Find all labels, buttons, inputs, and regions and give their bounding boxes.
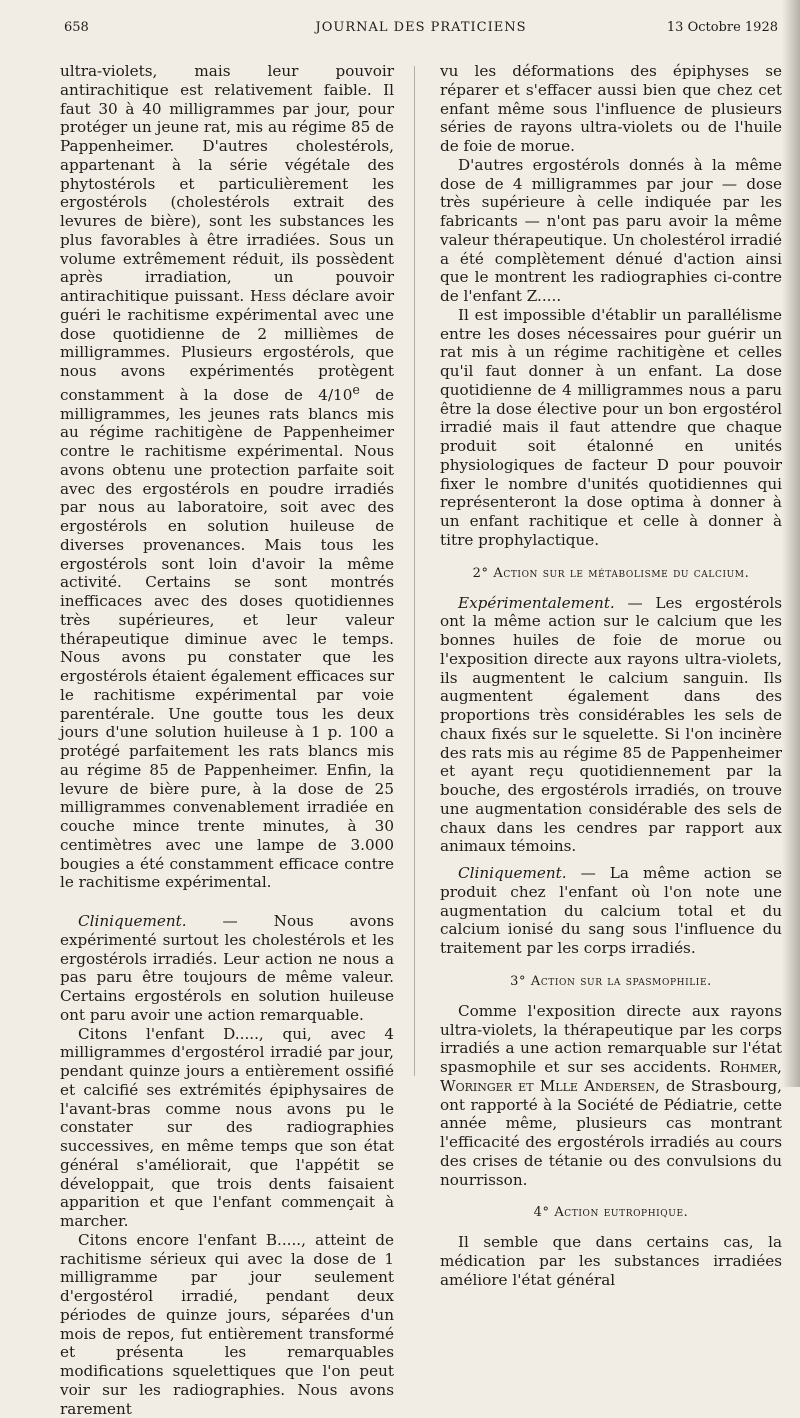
lead-in: Cliniquement. [458, 864, 567, 882]
section-heading-calcium: 2° Action sur le métabolisme du calcium. [472, 565, 750, 581]
section-heading-spasmophilia: 3° Action sur la spasmophilie. [510, 973, 712, 989]
binding-shadow [782, 0, 800, 1087]
journal-title: JOURNAL DES PRATICIENS [315, 20, 527, 35]
paragraph-continued: ultra-violets, mais leur pouvoir antirachitique est relativement faible. Il faut 30 à 40 milligrammes par jour, pour protéger un jeune rat, mis au régime 85 de Pappenheimer. D'autres cholestérols, appartenant à la série végétale des phytostérols et particulièrement les ergostérols (cholestérols extrait des levures de bière), sont les substances les plus favorables à être irradiées. Sous un volume extrêmement réduit, ils possèdent après irradiation, un pouvoir antirachitique puissant. Hess déclare avoir guéri le rachitisme expérimental avec une dose quotidienne de 2 millièmes de milligrammes. Plusieurs ergostérols, que nous avons expérimentés protègent constamment à la dose de 4/10e de milligrammes, les jeunes rats blancs mis au régime rachitigène de Pappenheimer contre le rachitisme expérimental. Nous avons obtenu une protection parfaite soit avec des ergostérols en poudre irradiés par nous au laboratoire, soit avec des ergostérols en solution huileuse de diverses provenances. Mais tous les ergostérols sont loin d'avoir la même activité. Certains se sont montrés inefficaces avec des doses quotidiennes très supérieures, et leur valeur thérapeutique diminue avec le temps. Nous avons pu constater que les ergostérols étaient également efficaces sur le rachitisme expérimental par voie parentérale. Une goutte tous les deux jours d'une solution huileuse à 1 p. 100 a protégé parfaitement les rats blancs mis au régime 85 de Pappenheimer. Enfin, la levure de bière pure, à la dose de 25 milligrammes convenablement irradiée en couche mince trente minutes, à 30 centimètres avec une lampe de 3.000 bougies a été constamment efficace contre le rachitisme expérimental. [60, 62, 394, 892]
paragraph-spasmophilia: Comme l'exposition directe aux rayons ultra-violets, la thérapeutique par les corps irradiés a une action remarquable sur l'état spasmophile et sur ses accidents. Rohmer, Woringer et Mlle Andersen, de Strasbourg, ont rapporté à la Société de Pédiatrie, cette année même, plusieurs cas montrant l'efficacité des ergostérols irradiés au cours des crises de tétanie ou des convulsions du nourrisson. [440, 1001, 782, 1189]
paragraph-case-b: Citons encore l'enfant B....., atteint de rachitisme sérieux qui avec la dose de 1 milligramme par jour seulement d'ergostérol irradié, pendant deux périodes de quinze jours, séparées d'un mois de repos, fut entièrement transformé et présenta les remarquables modifications squelettiques que l'on peut voir sur les radiographies. Nous avons rarement [60, 1230, 394, 1418]
paragraph-eutrophic: Il semble que dans certains cas, la médication par les substances irradiées améliore l'état général [440, 1233, 782, 1289]
paragraph-continued: vu les déformations des épiphyses se réparer et s'effacer aussi bien que chez cet enfant même sous l'influence de plusieurs séries de rayons ultra-violets ou de l'huile de foie de morue. [440, 62, 782, 155]
paragraph-experimentally: Expérimentalement. — Les ergostérols ont la même action sur le calcium que les bonnes huiles de foie de morue ou l'exposition directe aux rayons ultra-violets, ils augmentent le calcium sanguin. Ils augmentent également dans des proportions très considérables les sels de chaux fixés sur le squelette. Si l'on incinère des rats mis au régime 85 de Pappenheimer et ayant reçu quotidiennement par la bouche, des ergostérols irradiés, on trouve une augmentation considérable des sels de chaux dans les cendres par rapport aux animaux témoins. [440, 593, 783, 856]
author-names: Rohmer, Woringer et Mlle Andersen, [440, 1058, 782, 1095]
paragraph-clinically: Cliniquement. — Nous avons expérimenté surtout les cholestérols et les ergostérols irradiés. Leur action ne nous a pas paru être toujours de même valeur. Certains ergostérols en solution huileuse ont paru avoir une action remarquable. [60, 912, 394, 1024]
column-divider [414, 66, 415, 1076]
right-column [440, 62, 782, 1290]
paragraph-parallelism: Il est impossible d'établir un parallélisme entre les doses nécessaires pour guérir un rat mis à un régime rachitigène et celles qu'il faut donner à un enfant. La dose quotidienne de 4 milligrammes nous a paru être la dose élective pour un bon ergostérol irradié mais il faut attendre que chaque produit soit étalonné en unités physiologiques de facteur D pour pouvoir fixer le nombre d'unités quotidiennes qui représenteront la dose optima à donner à un enfant rachitique et celle à donner à titre prophylactique. [440, 305, 782, 549]
section-heading-eutrophic: 4° Action eutrophique. [533, 1205, 689, 1221]
left-column [60, 62, 394, 1418]
running-header [64, 20, 778, 42]
paragraph-other-ergosterols: D'autres ergostérols donnés à la même dose de 4 milligrammes par jour — dose très supérieure à celle indiquée par les fabricants — n'ont pas paru avoir la même valeur thérapeutique. Un cholestérol irradié a été complètement dénué d'action ainsi que le montrent les radiographies ci-contre de l'enfant Z..... [440, 155, 782, 305]
paragraph-clinically: Cliniquement. — La même action se produit chez l'enfant où l'on note une augmentation du calcium total et du calcium ionisé du sang sous l'influence du traitement par les corps irradiés. [440, 864, 782, 957]
lead-in: Cliniquement. [78, 912, 187, 931]
lead-in: Expérimentalement. [458, 593, 615, 612]
paragraph-case-d: Citons l'enfant D....., qui, avec 4 milligrammes d'ergostérol irradié par jour, pendant quinze jours a entièrement ossifié et calcifié ses extrémités épiphysaires de l'avant-bras comme nous avons pu le constater sur des radiographies successives, en même temps que son état général s'améliorait, que l'appétit se développait, que trois dents faisaient apparition et que l'enfant commençait à marcher. [60, 1024, 394, 1231]
issue-date: 13 Octobre 1928 [666, 20, 778, 35]
author-name: Hess [250, 287, 287, 305]
page-number: 658 [64, 20, 89, 35]
